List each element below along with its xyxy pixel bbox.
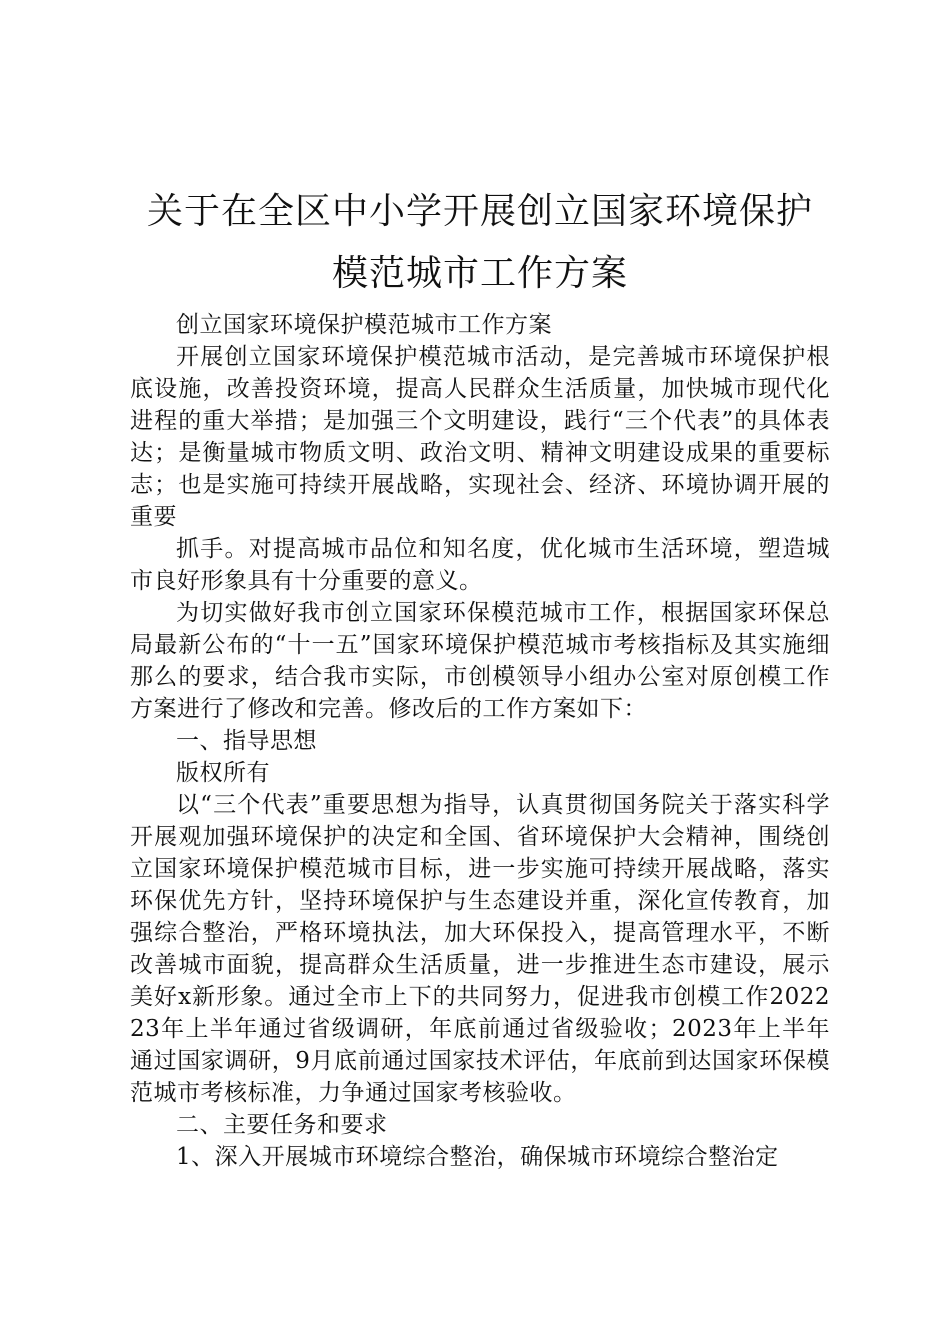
document-title: 关于在全区中小学开展创立国家环境保护模范城市工作方案 bbox=[146, 191, 813, 294]
task-1-paragraph: 1、深入开展城市环境综合整治，确保城市环境综合整治定 bbox=[176, 1144, 779, 1170]
section-heading-guiding-ideology: 一、指导思想 bbox=[176, 728, 317, 754]
subtitle-paragraph: 创立国家环境保护模范城市工作方案 bbox=[176, 312, 552, 338]
intro-continuation-paragraph: 抓手。对提高城市品位和知名度，优化城市生活环境，塑造城市良好形象具有十分重要的意义。 bbox=[130, 536, 830, 594]
document-page bbox=[130, 0, 830, 1173]
guiding-ideology-paragraph: 以“三个代表”重要思想为指导，认真贯彻国务院关于落实科学开展观加强环境保护的决定和全国、省环境保护大会精神，围绕创立国家环境保护模范城市目标，进一步实施可持续开展战略，落实环保优先方针，坚持环境保护与生态建设并重，深化宣传教育，加强综合整治，严格环境执法，加大环保投入，提高管理水平，不断改善城市面貌，提高群众生活质量，进一步推进生态市建设，展示美好x新形象。通过全市上下的共同努力，促进我市创模工作202223年上半年通过省级调研，年底前通过省级验收；2023年上半年通过国家调研，9月底前通过国家技术评估，年底前到达国家环保模范城市考核标准，力争通过国家考核验收。 bbox=[130, 792, 830, 1106]
intro-paragraph: 开展创立国家环境保护模范城市活动，是完善城市环境保护根底设施，改善投资环境，提高人民群众生活质量，加快城市现代化进程的重大举措；是加强三个文明建设，践行“三个代表”的具体表达；是衡量城市物质文明、政治文明、精神文明建设成果的重要标志；也是实施可持续开展战略，实现社会、经济、环境协调开展的重要 bbox=[130, 344, 830, 530]
purpose-paragraph: 为切实做好我市创立国家环保模范城市工作，根据国家环保总局最新公布的“十一五”国家环境保护模范城市考核指标及其实施细那么的要求，结合我市实际，市创模领导小组办公室对原创模工作方案进行了修改和完善。修改后的工作方案如下： bbox=[130, 600, 830, 722]
section-heading-main-tasks: 二、主要任务和要求 bbox=[176, 1112, 388, 1138]
document-body bbox=[130, 309, 830, 1173]
copyright-note: 版权所有 bbox=[176, 760, 270, 786]
